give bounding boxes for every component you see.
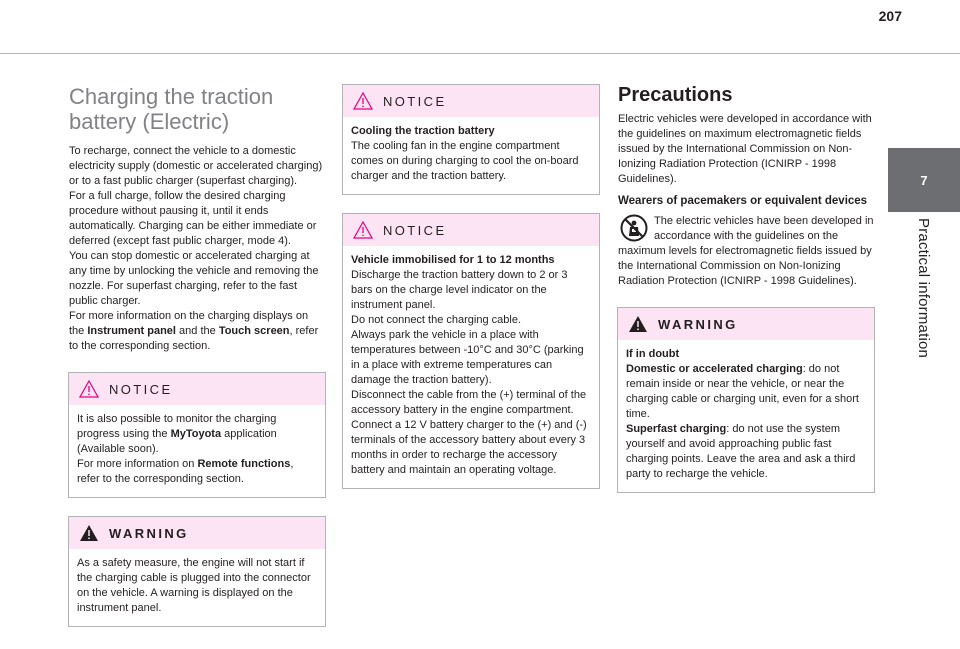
warning-box [68, 516, 326, 627]
column-precautions [617, 84, 875, 493]
column-charging [68, 84, 326, 627]
intro-paragraph: To recharge, connect the vehicle to a domestic electricity supply (domestic or accelerated charging) or to a fast public charger (superfast charging). [69, 145, 323, 187]
warning-header [618, 308, 874, 340]
warning-header [69, 517, 325, 549]
pacemaker-text: The electric vehicles have been developed in accordance with the guidelines on the maximum levels for electromagnetic fields issued by the International Commission on Non-Ionizing Radiation Protection (ICNIRP - 1998 Guidelines). [618, 215, 874, 287]
section-title-line1: Charging the traction [69, 84, 274, 109]
notice-p5: Connect a 12 V battery charger to the (+) and (-) terminals of the accessory battery about every 3 months in order to recharge the accessory battery and maintain an operating voltage. [351, 419, 587, 476]
notice-triangle-icon [79, 380, 99, 398]
notice-title: Vehicle immobilised for 1 to 12 months [351, 254, 555, 266]
warning-body: As a safety measure, the engine will not start if the charging cable is plugged into the connector on the vehicle. A warning is displayed on the instrument panel. [77, 557, 311, 614]
notice-triangle-icon [353, 92, 373, 110]
notice-title: Cooling the traction battery [351, 125, 495, 137]
notice-body [343, 117, 599, 194]
notice-box-immobilised [342, 213, 600, 489]
warning-triangle-icon [79, 524, 99, 542]
warning-label: WARNING [109, 525, 189, 541]
pacemaker-subhead: Wearers of pacemakers or equivalent devices [618, 195, 868, 207]
notice-label: NOTICE [109, 381, 173, 397]
notice-header [343, 214, 599, 246]
stop-charging-paragraph: You can stop domestic or accelerated charging at any time by unlocking the vehicle and removing the nozzle. For superfast charging, refer to the fast public charger. [69, 250, 319, 307]
header-divider [0, 53, 960, 54]
section-title [69, 84, 326, 134]
notice-p2: Do not connect the charging cable. [351, 314, 522, 326]
chapter-tab[interactable] [888, 148, 960, 212]
notice-label: NOTICE [383, 222, 447, 238]
chapter-title: Practical information [915, 218, 932, 359]
warning-title: If in doubt [626, 348, 680, 360]
notice-header [343, 85, 599, 117]
warning-p2: Superfast charging: do not use the system yourself and avoid approaching public fast charging points. Leave the area and ask a third party to recharge the vehicle. [626, 423, 856, 480]
notice-p1: Discharge the traction battery down to 2 or 3 bars on the charge level indicator on the instrument panel. [351, 269, 568, 311]
notice-text: It is also possible to monitor the charging progress using the MyToyota application (Available soon). [77, 413, 277, 455]
notice-text2: For more information on Remote functions, refer to the corresponding section. [77, 458, 294, 485]
notice-text: The cooling fan in the engine compartment comes on during charging to cool the on-board charger and the traction battery. [351, 140, 579, 182]
notice-box-cooling [342, 84, 600, 195]
precautions-title: Precautions [618, 84, 733, 106]
warning-label: WARNING [658, 316, 738, 332]
chapter-number: 7 [920, 172, 928, 188]
page-number: 207 [878, 8, 902, 24]
notice-header [69, 373, 325, 405]
warning-triangle-icon [628, 315, 648, 333]
notice-label: NOTICE [383, 93, 447, 109]
notice-p4: Disconnect the cable from the (+) terminal of the accessory battery in the engine compartment. [351, 389, 587, 416]
section-title-line2: battery (Electric) [69, 109, 230, 134]
warning-p1: Domestic or accelerated charging: do not remain inside or near the vehicle, or near the charging cable or charging unit, even for a short time. [626, 363, 859, 420]
column-notices [342, 84, 600, 489]
full-charge-paragraph: For a full charge, follow the desired charging procedure without pausing it, until it ends automatically. Charging can be either immediate or deferred (except fast public charger, mode 4). [69, 190, 317, 247]
warning-box-doubt [617, 307, 875, 493]
notice-triangle-icon [353, 221, 373, 239]
notice-p3: Always park the vehicle in a place with temperatures between -10°C and 30°C (parking in a place with extreme temperatures can damage the traction battery). [351, 329, 584, 386]
precautions-intro: Electric vehicles were developed in accordance with the guidelines on maximum electromagnetic fields issued by the International Commission on Non-Ionizing Radiation Protection (ICNIRP - 1998 Guidelines). [618, 113, 872, 185]
notice-body [69, 405, 325, 497]
notice-box [68, 372, 326, 498]
more-info-paragraph: For more information on the charging displays on the Instrument panel and the Touch screen, refer to the corresponding section. [69, 310, 319, 352]
warning-body [618, 340, 874, 492]
pacemaker-prohibited-icon [620, 214, 648, 242]
notice-body [343, 246, 599, 488]
pacemaker-paragraph [618, 214, 875, 289]
